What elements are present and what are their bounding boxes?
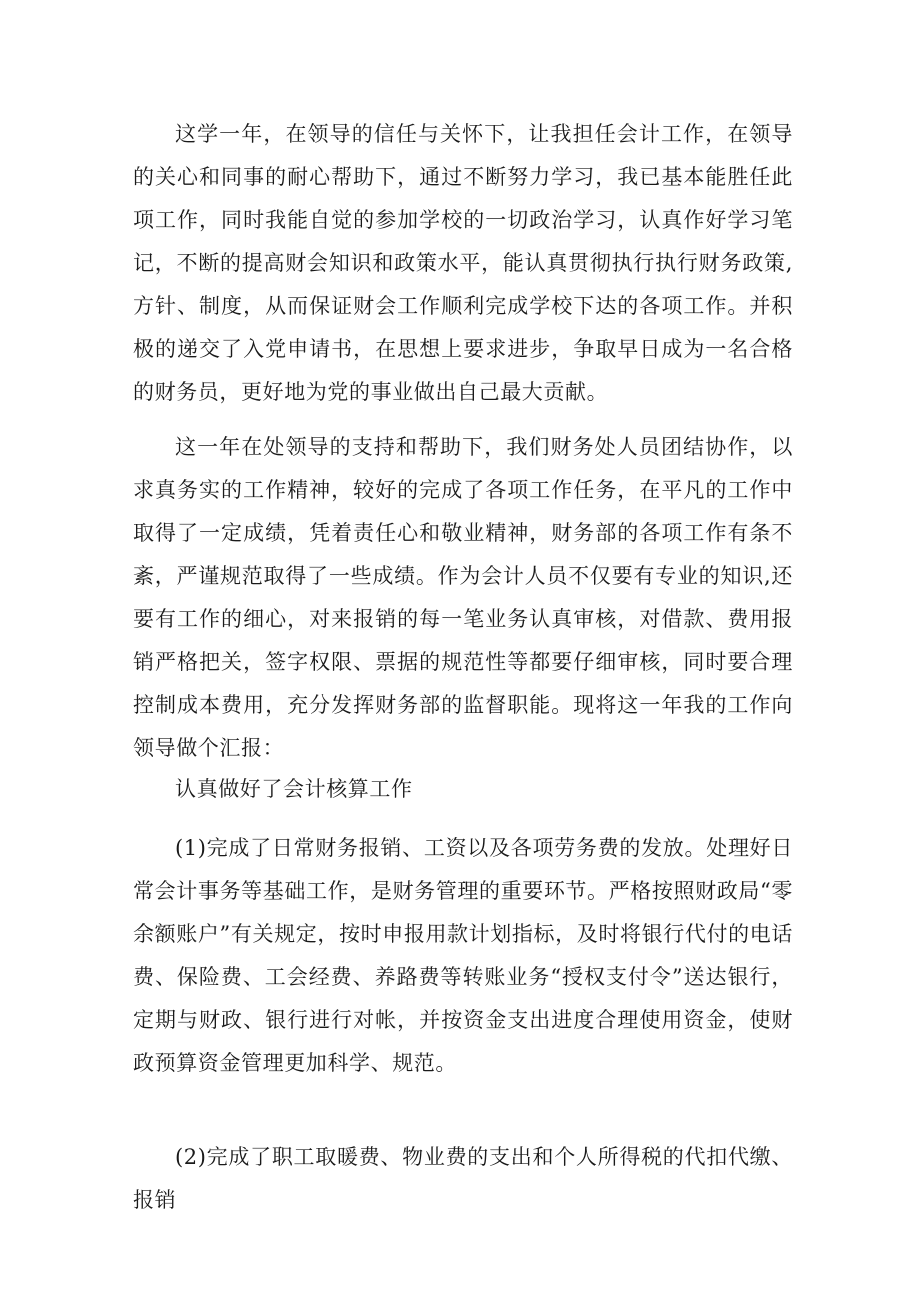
paragraph-item-2: (2)完成了职工取暖费、物业费的支出和个人所得税的代扣代缴、报销 bbox=[133, 1145, 793, 1212]
section-heading: 认真做好了会计核算工作 bbox=[175, 777, 413, 801]
paragraph-1: 这学一年，在领导的信任与关怀下，让我担任会计工作，在领导的关心和同事的耐心帮助下，通过不断努力学习，我已基本能胜任此项工作，同时我能自觉的参加学校的一切政治学习，认真作好学习笔记，不断的提高财会知识和政策水平，能认真贯彻执行执行财务政策,方针、制度，从而保证财会工作顺利完成学校下达的各项工作。并积极的递交了入党申请书，在思想上要求进步，争取早日成为一名合格的财务员，更好地为党的事业做出自己最大贡献。 bbox=[133, 122, 793, 404]
paragraph-item-1: (1)完成了日常财务报销、工资以及各项劳务费的发放。处理好日常会计事务等基础工作，是财务管理的重要环节。严格按照财政局“零余额账户”有关规定，按时申报用款计划指标，及时将银行代付的电话费、保险费、工会经费、养路费等转账业务“授权支付令”送达银行，定期与财政、银行进行对帐，并按资金支出进度合理使用资金，使财政预算资金管理更加科学、规范。 bbox=[133, 836, 793, 1075]
paragraph-2: 这一年在处领导的支持和帮助下，我们财务处人员团结协作，以求真务实的工作精神，较好的完成了各项工作任务，在平凡的工作中取得了一定成绩，凭着责任心和敬业精神，财务部的各项工作有条不紊，严谨规范取得了一些成绩。作为会计人员不仅要有专业的知识,还要有工作的细心，对来报销的每一笔业务认真审核，对借款、费用报销严格把关，签字权限、票据的规范性等都要仔细审核，同时要合理控制成本费用，充分发挥财务部的监督职能。现将这一年我的工作向领导做个汇报： bbox=[133, 435, 793, 760]
